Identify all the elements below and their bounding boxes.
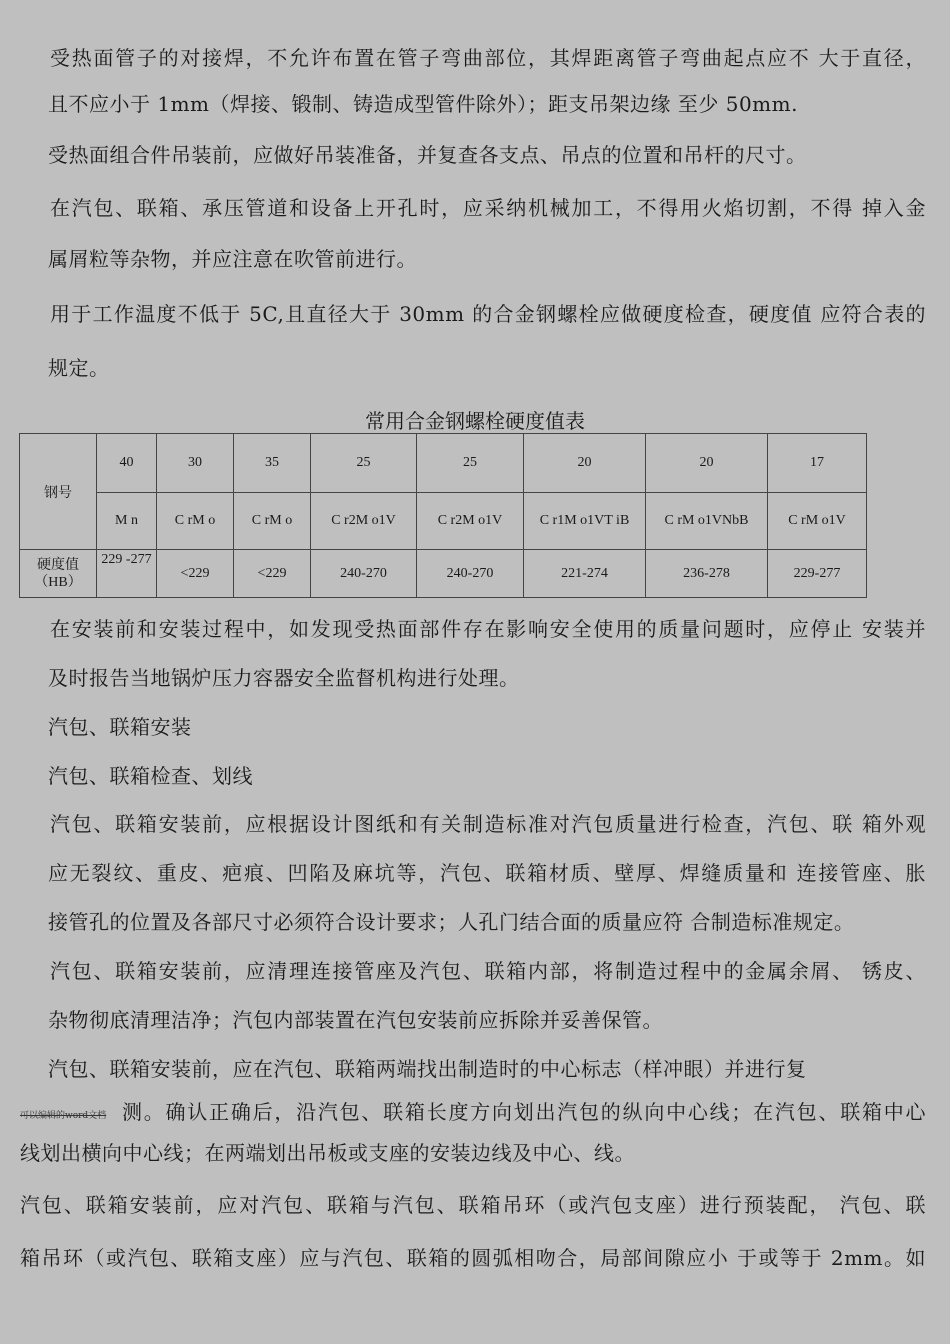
grade-number-cell: 35 (234, 434, 311, 493)
hardness-cell: 221-274 (524, 550, 646, 598)
paragraph-line: 及时报告当地锅炉压力容器安全监督机构进行处理。 (48, 666, 520, 690)
grade-number-cell: 30 (157, 434, 234, 493)
grade-alloy-cell: M n (97, 493, 157, 550)
paragraph-line: 接管孔的位置及各部尺寸必须符合设计要求；人孔门结合面的质量应符 合制造标准规定。 (48, 910, 855, 934)
grade-alloy-cell: C rM o (234, 493, 311, 550)
paragraph-line: 线划出横向中心线；在两端划出吊板或支座的安装边线及中心、线。 (20, 1141, 635, 1165)
paragraph-line: 测。确认正确后，沿汽包、联箱长度方向划出汽包的纵向中心线；在汽包、联箱中心 (122, 1100, 926, 1124)
table-caption: 常用合金钢螺栓硬度值表 (365, 409, 585, 433)
hardness-cell: 236-278 (646, 550, 768, 598)
paragraph-line: 汽包、联箱安装前，应根据设计图纸和有关制造标准对汽包质量进行检查，汽包、联 箱外观 (50, 812, 926, 836)
paragraph-line: 箱吊环（或汽包、联箱支座）应与汽包、联箱的圆弧相吻合，局部间隙应小 于或等于 2mm。如 (20, 1246, 926, 1270)
watermark-text: 可以编辑的word文档 (20, 1111, 107, 1121)
paragraph-line: 规定。 (48, 356, 110, 380)
hardness-cell: <229 (234, 550, 311, 598)
hardness-cell: 240-270 (417, 550, 524, 598)
hardness-table (19, 433, 867, 598)
paragraph-line: 汽包、联箱安装前，应对汽包、联箱与汽包、联箱吊环（或汽包支座）进行预装配， 汽包、联 (20, 1193, 926, 1217)
grade-alloy-cell: C r1M o1VT iB (524, 493, 646, 550)
paragraph-line: 应无裂纹、重皮、疤痕、凹陷及麻坑等，汽包、联箱材质、壁厚、焊缝质量和 连接管座、胀 (48, 861, 926, 885)
hardness-cell: 229 -277 (97, 550, 157, 598)
paragraph-line: 用于工作温度不低于 5C,且直径大于 30mm 的合金钢螺栓应做硬度检查，硬度值 应符合表的 (50, 302, 926, 326)
grade-number-cell: 40 (97, 434, 157, 493)
grade-alloy-cell: C rM o1V (768, 493, 867, 550)
paragraph-line: 在安装前和安装过程中，如发现受热面部件存在影响安全使用的质量问题时，应停止 安装并 (50, 617, 926, 641)
paragraph-line: 杂物彻底清理洁净；汽包内部装置在汽包安装前应拆除并妥善保管。 (48, 1008, 663, 1032)
hardness-header: 硬度值 （HB） (20, 550, 97, 598)
paragraph-line: 汽包、联箱安装前，应在汽包、联箱两端找出制造时的中心标志（样冲眼）并进行复 (48, 1057, 807, 1081)
paragraph-line: 在汽包、联箱、承压管道和设备上开孔时，应采纳机械加工，不得用火焰切割，不得 掉入金 (50, 196, 926, 220)
hardness-cell: <229 (157, 550, 234, 598)
hardness-cell: 240-270 (311, 550, 417, 598)
section-heading: 汽包、联箱检查、划线 (48, 764, 253, 788)
grade-number-cell: 25 (311, 434, 417, 493)
section-heading: 汽包、联箱安装 (48, 715, 192, 739)
grade-alloy-cell: C r2M o1V (417, 493, 524, 550)
grade-alloy-cell: C r2M o1V (311, 493, 417, 550)
paragraph-line: 受热面组合件吊装前，应做好吊装准备，并复查各支点、吊点的位置和吊杆的尺寸。 (48, 143, 807, 167)
grade-number-cell: 25 (417, 434, 524, 493)
hardness-cell: 229-277 (768, 550, 867, 598)
paragraph-line: 受热面管子的对接焊，不允许布置在管子弯曲部位，其焊距离管子弯曲起点应不 大于直径， (50, 46, 926, 70)
paragraph-line: 属屑粒等杂物，并应注意在吹管前进行。 (48, 247, 417, 271)
grade-number-cell: 20 (524, 434, 646, 493)
grade-number-cell: 20 (646, 434, 768, 493)
paragraph-line: 且不应小于 1mm（焊接、锻制、铸造成型管件除外）；距支吊架边缘 至少 50mm. (48, 92, 798, 116)
grade-number-cell: 17 (768, 434, 867, 493)
steel-grade-header: 钢号 (20, 434, 97, 550)
paragraph-line: 汽包、联箱安装前，应清理连接管座及汽包、联箱内部，将制造过程中的金属余屑、 锈皮、 (50, 959, 926, 983)
grade-alloy-cell: C rM o1VNbB (646, 493, 768, 550)
grade-alloy-cell: C rM o (157, 493, 234, 550)
